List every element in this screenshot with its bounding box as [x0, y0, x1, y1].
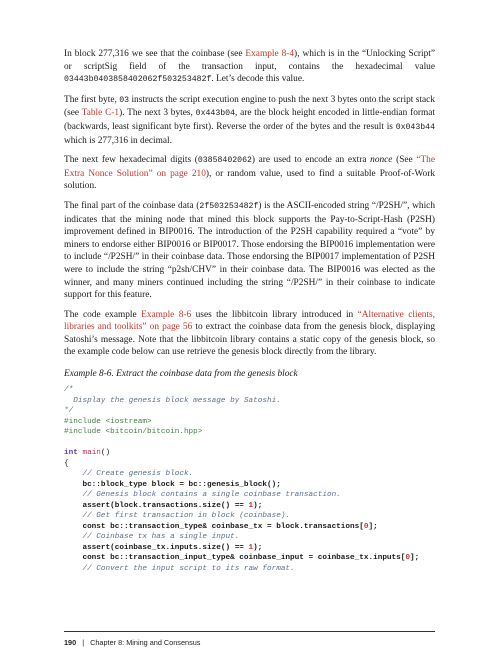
code-line-blank	[64, 438, 435, 449]
example-caption: Example 8-6. Extract the coinbase data from the genesis block	[64, 369, 298, 380]
paragraph-code-example	[64, 309, 435, 359]
code-keyword: int	[64, 449, 78, 458]
link-table-c-1[interactable]: Table C-1	[81, 108, 120, 119]
chapter-title: Chapter 8: Mining and Consensus	[90, 638, 201, 647]
code-text: assert(block.transactions.size() ==	[64, 501, 249, 510]
code-text: assert(coinbase_tx.inputs.size() ==	[64, 543, 249, 552]
code-block	[64, 385, 435, 574]
code-number: 0	[405, 554, 411, 563]
page-number: 190	[64, 638, 77, 647]
link-example-8-6[interactable]: Example 8-6	[141, 309, 192, 320]
text: In block 277,316 we see that the coinbase (see	[64, 49, 246, 59]
page-content	[64, 48, 435, 574]
text: ) is the ASCII-encoded string “/P2SH/”, which indicates that the mining node that mined this block supports the Pay-to-Script-Hash (P2SH) improvement defined in BIP0016. The introduction of the P2SH capability required a “vote” by miners to endorse either BIP0016 or BIP0017. Those endorsing the BIP0016 implementation were to include “/P2SH/” in their coinbase data. Those endorsing the BIP0017 implementation of P2SH were to include the string “p2sh/CHV” in their coinbase data. The BIP0016 was elected as the winner, and many miners continued including the string “/P2SH/” in their coinbase to indicate support for this feature.	[64, 200, 436, 301]
code-line: */	[64, 407, 74, 416]
code-function-name: main	[82, 449, 101, 458]
link-example-8-4[interactable]: Example 8-4	[245, 49, 295, 59]
text: , are the block height encoded in little-endian format (backwards, least significant byte first). Reverse the order of the bytes and the result is	[64, 108, 436, 132]
code-text: );	[253, 501, 263, 510]
code-number: 1	[248, 543, 254, 552]
code-text: ];	[410, 554, 420, 563]
text: uses the libbitcoin library introduced in	[191, 309, 358, 320]
text: ), which is in the “Unlocking Script” or scriptSig field of the transaction input, contains the hexadecimal value	[64, 49, 435, 72]
text: The next few hexadecimal digits (	[64, 155, 198, 166]
emphasis: nonce	[370, 155, 393, 166]
code-line: // Create genesis block.	[64, 470, 194, 479]
code-line	[64, 501, 435, 512]
code-line: #include <bitcoin/bitcoin.hpp>	[64, 428, 203, 437]
text: The first byte,	[64, 94, 120, 105]
code-line: // Get first transaction in block (coinbase).	[64, 512, 291, 521]
page-footer	[64, 631, 435, 647]
code-text: ];	[368, 522, 378, 531]
paragraph-first-byte	[64, 94, 435, 147]
link-extra-nonce-solution[interactable]: “The Extra Nonce Solution” on page 210	[64, 155, 435, 179]
code-line: bc::block_type block = bc::genesis_block();	[64, 480, 281, 489]
code-line	[64, 553, 435, 564]
code-line: /*	[64, 386, 74, 395]
code-line: // Convert the input script to its raw format.	[64, 564, 295, 573]
inline-code: 0x043b44	[395, 122, 435, 132]
code-text: ()	[100, 449, 111, 458]
inline-code: 03858402062	[197, 156, 252, 166]
text: . Let’s decode this value.	[211, 74, 305, 85]
text: The final part of the coinbase data (	[64, 200, 200, 211]
code-line	[64, 522, 435, 533]
code-line: Display the genesis block message by Satoshi.	[64, 396, 281, 405]
footer-separator: |	[82, 638, 85, 647]
code-line	[64, 543, 435, 554]
code-line: // Genesis block contains a single coinbase transaction.	[64, 491, 341, 500]
code-text: const bc::transaction_type& coinbase_tx = block.transactions[	[64, 522, 364, 531]
footer-text	[64, 638, 200, 647]
inline-code: 03	[119, 95, 130, 105]
text: The code example	[64, 309, 142, 320]
link-alternative-clients[interactable]: “Alternative clients, libraries and toolkits” on page 56	[64, 309, 435, 333]
paragraph-coinbase-intro	[64, 48, 435, 87]
text: ), or random value, used to find a suitable Proof-of-Work solution.	[64, 168, 435, 192]
inline-code: 03443b0403858402062f503253482f	[64, 75, 212, 85]
inline-code: 2f503253482f	[199, 201, 259, 211]
code-line	[64, 448, 435, 459]
text: ) are used to encode an extra	[251, 155, 371, 166]
text: instructs the script execution engine to push the next 3 bytes onto the script stack (see	[64, 94, 435, 119]
text: which is 277,316 in decimal.	[64, 135, 172, 146]
code-number: 0	[363, 522, 369, 531]
text: (See	[392, 155, 417, 166]
paragraph-extra-nonce	[64, 154, 435, 193]
code-line: #include <iostream>	[64, 417, 152, 426]
code-line: // Coinbase tx has a single input.	[64, 533, 240, 542]
code-text: );	[253, 543, 263, 552]
text: ). The next 3 bytes,	[119, 108, 196, 119]
paragraph-p2sh	[64, 200, 435, 302]
text: to extract the coinbase data from the genesis block, displaying Satoshi’s message. Note that the libbitcoin library contains a static copy of the genesis block, so the example code below can use retrieve the genesis block directly from the library.	[64, 322, 436, 358]
code-number: 1	[248, 501, 254, 510]
inline-code: 0x443b04	[195, 109, 235, 119]
code-line: {	[64, 459, 69, 468]
code-text: const bc::transaction_input_type& coinbase_input = coinbase_tx.inputs[	[64, 554, 406, 563]
